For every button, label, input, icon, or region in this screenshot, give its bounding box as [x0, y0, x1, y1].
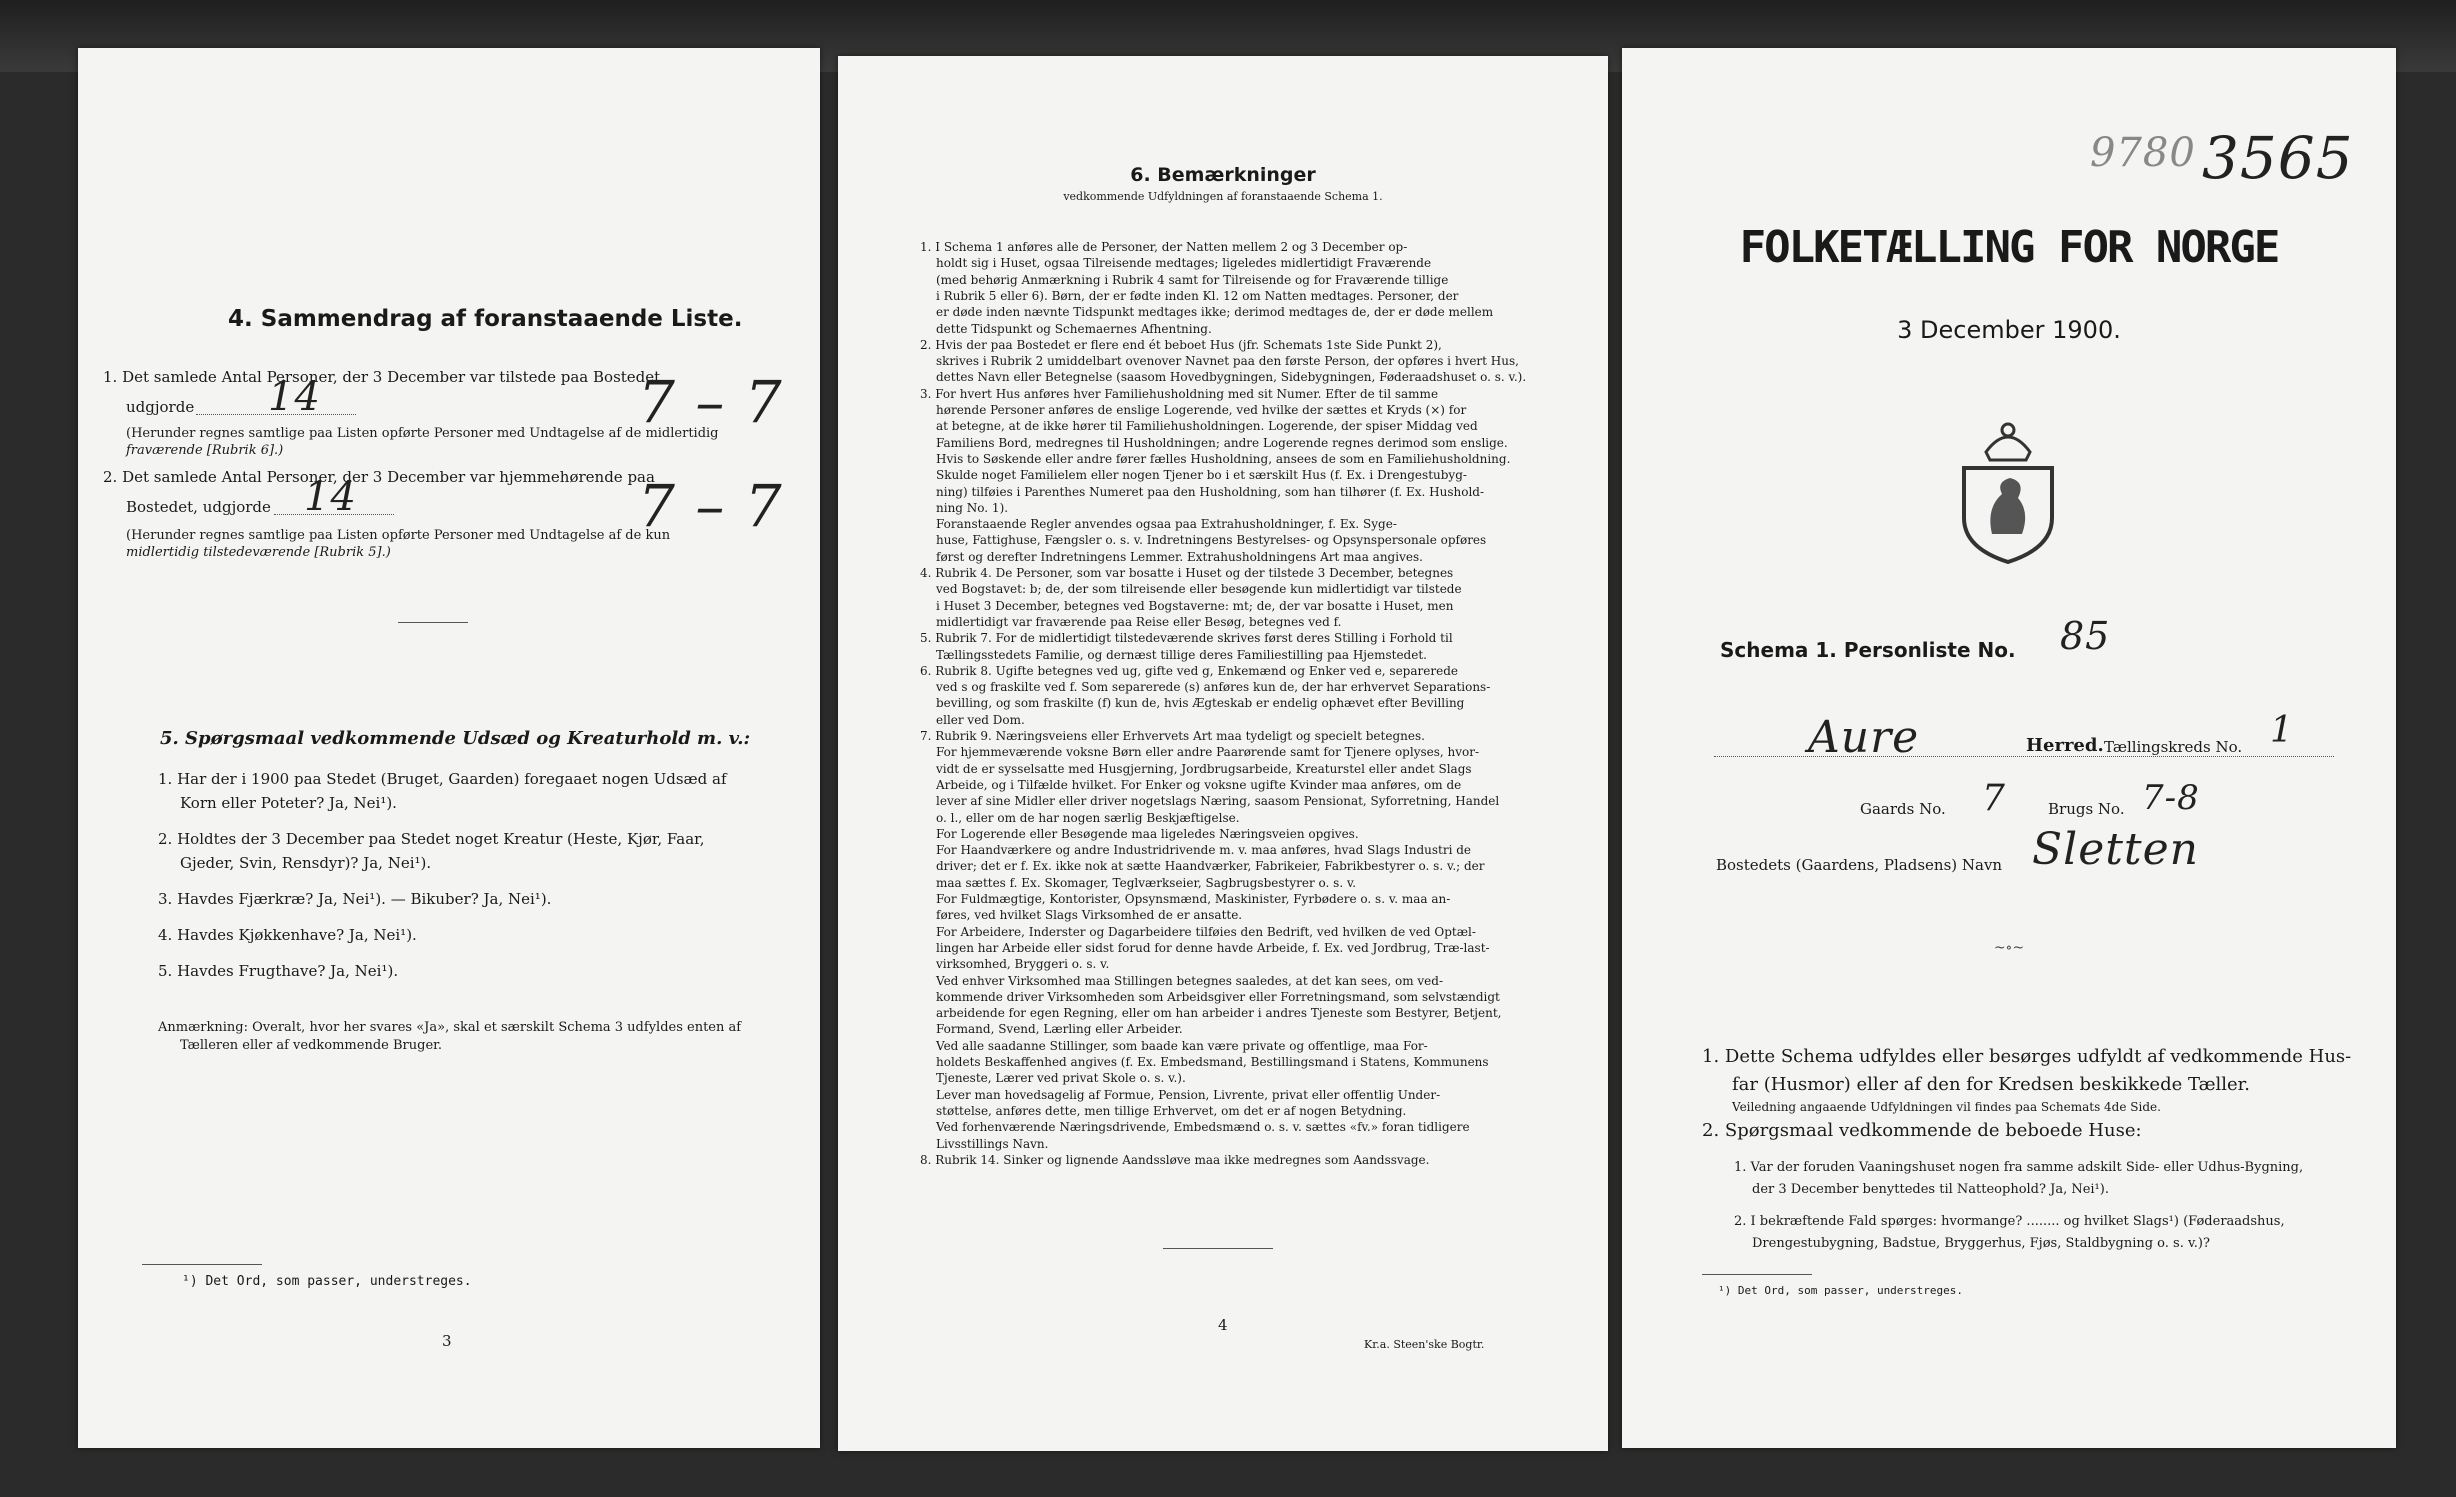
remark-line: bevilling, og som fraskilte (f) kun de, hvis Ægteskab er endelig ophævet efter Bevilling — [936, 696, 1465, 711]
question-1-line1: 1. Har der i 1900 paa Stedet (Bruget, Gaarden) foregaaet nogen Udsæd af — [158, 770, 727, 788]
main-title: FOLKETÆLLING FOR NORGE — [1739, 222, 2279, 273]
remark-line: 4. Rubrik 4. De Personer, som var bosatte i Huset og der tilstede 3 December, betegnes — [920, 566, 1454, 580]
footnote-rule — [1702, 1274, 1812, 1275]
census-date: 3 December 1900. — [1897, 316, 2121, 344]
remark-line: driver; det er f. Ex. ikke nok at sætte Haandværker, Fabrikeier, Fabrikbestyrer o. s. v.; der — [936, 859, 1485, 874]
ornament: ~∘~ — [1993, 940, 2025, 956]
house-question-1-line1: 1. Var der foruden Vaaningshuset nogen fra samme adskilt Side- eller Udhus-Bygning, — [1734, 1160, 2304, 1175]
remark-line: ved s og fraskilte ved f. Som separerede (s) anføres kun de, der har erhvervet Separations- — [936, 680, 1491, 695]
footnote: ¹) Det Ord, som passer, understreges. — [182, 1274, 472, 1289]
remark-line: For Logerende eller Besøgende maa ligeledes Næringsveien opgives. — [936, 826, 1359, 841]
item1-note-line1: (Herunder regnes samtlige paa Listen opførte Personer med Undtagelse af de midlertidig — [126, 426, 719, 441]
question-2-line1: 2. Holdtes der 3 December paa Stedet noget Kreatur (Heste, Kjør, Faar, — [158, 830, 705, 848]
kreds-value: 1 — [2270, 710, 2294, 751]
remark-line: eller ved Dom. — [936, 712, 1025, 727]
remark-line: For Fuldmægtige, Kontorister, Opsynsmænd, Maskinister, Fyrbødere o. s. v. maa an- — [936, 892, 1451, 906]
left-page — [78, 48, 820, 1448]
remark-line: hørende Personer anføres de enslige Logerende, ved hvilke der sættes et Kryds (×) for — [936, 403, 1467, 417]
remark-line: 7. Rubrik 9. Næringsveiens eller Erhvervets Art maa tydeligt og specielt betegnes. — [920, 729, 1425, 743]
right-page — [1622, 48, 2396, 1448]
remarks-title: 6. Bemærkninger — [1130, 164, 1316, 186]
remark-line: maa sættes f. Ex. Skomager, Teglværkseier, Sagbrugsbestyrer o. s. v. — [936, 875, 1357, 890]
remark-line: Formand, Svend, Lærling eller Arbeider. — [936, 1022, 1183, 1037]
footnote: ¹) Det Ord, som passer, understreges. — [1718, 1284, 1964, 1297]
remark-line: (med behørig Anmærkning i Rubrik 4 samt for Tilreisende og for Fraværende tillige — [936, 272, 1449, 287]
question-1-line2: Korn eller Poteter? Ja, Nei¹). — [180, 794, 397, 812]
remark-line: Ved forhenværende Næringsdrivende, Embedsmænd o. s. v. sættes «fv.» foran tidligere — [936, 1120, 1470, 1135]
house-question-2-line1: 2. I bekræftende Fald spørges: hvormange? ........ og hvilket Slags¹) (Føderaadshus, — [1734, 1214, 2285, 1229]
bosted-label: Bostedets (Gaardens, Pladsens) Navn — [1716, 856, 2003, 874]
remark-line: Lever man hovedsagelig af Formue, Pension, Livrente, privat eller offentlig Under- — [936, 1087, 1441, 1102]
annotation-line2: Tælleren eller af vedkommende Bruger. — [180, 1038, 443, 1053]
item1-note-line2: fraværende [Rubrik 6].) — [126, 443, 284, 458]
remark-line: For Haandværkere og andre Industridrivende m. v. maa anføres, hvad Slags Industri de — [936, 843, 1472, 858]
remark-line: Ved enhver Virksomhed maa Stillingen betegnes saaledes, at det kan sees, om ved- — [936, 973, 1444, 988]
divider-rule — [398, 622, 468, 623]
item1-line1: 1. Det samlede Antal Personer, der 3 December var tilstede paa Bostedet, — [103, 368, 665, 386]
remark-line: kommende driver Virksomheden som Arbeidsgiver eller Forretningsmand, som selvstændigt — [936, 989, 1500, 1004]
remark-line: Arbeide, og i Tilfælde hvilket. For Enker og voksne ugifte Kvinder maa anføres, om de — [936, 777, 1462, 792]
item2-hand-extra: 7 – 7 — [638, 472, 783, 540]
house-question-1-line2: der 3 December benyttedes til Natteophold? Ja, Nei¹). — [1752, 1182, 2109, 1197]
page-number: 4 — [1218, 1316, 1228, 1334]
archive-number-pencil: 9780 — [2090, 130, 2196, 176]
remark-line: ved Bogstavet: b; de, der som tilreisende eller besøgende kun midlertidigt var tilstede — [936, 582, 1462, 597]
remark-line: 2. Hvis der paa Bostedet er flere end ét beboet Hus (jfr. Schemats 1ste Side Punkt 2), — [920, 337, 1442, 352]
remark-line: o. l., eller om de har nogen særlig Beskjæftigelse. — [936, 810, 1240, 825]
remark-line: Tjeneste, Lærer ved privat Skole o. s. v.). — [936, 1071, 1186, 1086]
remark-line: i Rubrik 5 eller 6). Børn, der er fødte inden Kl. 12 om Natten medtages. Personer, der — [936, 288, 1459, 303]
remark-line: 6. Rubrik 8. Ugifte betegnes ved ug, gifte ved g, Enkemænd og Enker ved e, separerede — [920, 663, 1458, 678]
remark-line: 1. I Schema 1 anføres alle de Personer, der Natten mellem 2 og 3 December op- — [920, 240, 1408, 254]
item1-hand-extra: 7 – 7 — [638, 368, 783, 436]
schema-label: Schema 1. Personliste No. — [1720, 638, 2016, 662]
remark-line: først og derefter Indretningens Lemmer. Extrahusholdningens Art maa angives. — [936, 549, 1423, 564]
remark-line: Foranstaaende Regler anvendes ogsaa paa Extrahusholdninger, f. Ex. Syge- — [936, 517, 1397, 532]
remark-line: Familiens Bord, medregnes til Husholdningen; andre Logerende regnes derimod som enslige. — [936, 435, 1508, 450]
coat-of-arms-icon — [1956, 408, 2060, 564]
kreds-label: Tællingskreds No. — [2104, 738, 2243, 756]
page-number: 3 — [442, 1332, 452, 1350]
remark-line: støttelse, anføres dette, men tillige Erhvervet, om det er af nogen Betydning. — [936, 1103, 1407, 1118]
remark-line: i Huset 3 December, betegnes ved Bogstaverne: mt; de, der var bosatte i Huset, men — [936, 598, 1454, 613]
herred-value: Aure — [1808, 712, 1920, 763]
instruction-1-line1: 1. Dette Schema udfyldes eller besørges udfyldt af vedkommende Hus- — [1702, 1046, 2352, 1067]
printer-mark: Kr.a. Steen'ske Bogtr. — [1364, 1338, 1485, 1351]
question-2-line2: Gjeder, Svin, Rensdyr)? Ja, Nei¹). — [180, 854, 432, 872]
item1-value: 14 — [268, 374, 321, 420]
remarks-subtitle: vedkommende Udfyldningen af foranstaaende Schema 1. — [1063, 190, 1383, 203]
item2-note-line2: midlertidig tilstedeværende [Rubrik 5].) — [126, 545, 391, 560]
remark-line: dettes Navn eller Betegnelse (saasom Hovedbygningen, Sidebygningen, Føderaadshuset o. s. v.). — [936, 370, 1527, 385]
end-rule — [1163, 1248, 1273, 1249]
item2-note-line1: (Herunder regnes samtlige paa Listen opførte Personer med Undtagelse af de kun — [126, 528, 671, 543]
remark-line: ning No. 1). — [936, 500, 1009, 515]
remark-line: 5. Rubrik 7. For de midlertidigt tilstedeværende skrives først deres Stilling i Forhold til — [920, 631, 1453, 646]
section5-title: 5. Spørgsmaal vedkommende Udsæd og Kreaturhold m. v.: — [160, 728, 751, 749]
gaards-label: Gaards No. — [1860, 800, 1946, 818]
remark-line: vidt de er sysselsatte med Husgjerning, Jordbrugsarbeide, Kreaturstel eller andet Slags — [936, 761, 1472, 776]
remark-line: dette Tidspunkt og Schemaernes Afhentning. — [936, 321, 1212, 336]
item2-line1: 2. Det samlede Antal Personer, der 3 December var hjemmehørende paa — [103, 468, 655, 486]
footnote-rule — [142, 1264, 262, 1265]
remark-line: 8. Rubrik 14. Sinker og lignende Aandssløve maa ikke medregnes som Aandssvage. — [920, 1152, 1430, 1167]
bosted-value: Sletten — [2032, 824, 2199, 875]
remark-line: Skulde noget Familielem eller nogen Tjener bo i et særskilt Hus (f. Ex. i Drengestubyg- — [936, 468, 1467, 483]
item1-line2-prefix: udgjorde — [126, 398, 195, 416]
archive-number-ink: 3565 — [2202, 124, 2354, 192]
remark-line: huse, Fattighuse, Fængsler o. s. v. Indretningens Bestyrelses- og Opsynspersonale opføres — [936, 533, 1487, 548]
remark-line: er døde inden nævnte Tidspunkt medtages ikke; derimod medtages de, der er døde mellem — [936, 305, 1494, 320]
item2-line2-prefix: Bostedet, udgjorde — [126, 498, 271, 516]
remark-line: føres, ved hvilket Slags Virksomhed de er ansatte. — [936, 908, 1243, 923]
brugs-label: Brugs No. — [2048, 800, 2125, 818]
remark-line: midlertidigt var fraværende paa Reise eller Besøg, betegnes ved f. — [936, 614, 1342, 629]
annotation-line1: Anmærkning: Overalt, hvor her svares «Ja», skal et særskilt Schema 3 udfyldes enten af — [158, 1020, 742, 1035]
remark-line: Hvis to Søskende eller andre fører fælles Husholdning, ansees de som en Familiehusholdning. — [936, 451, 1511, 466]
brugs-value: 7-8 — [2142, 778, 2200, 818]
remark-line: arbeidende for egen Regning, eller om han arbeider i andres Tjeneste som Bestyrer, Betjent, — [936, 1006, 1502, 1021]
remark-line: ning) tilføies i Parenthes Numeret paa den Husholdning, som han tilhører (f. Ex. Hushold- — [936, 484, 1485, 499]
remark-line: holdt sig i Huset, ogsaa Tilreisende medtages; ligeledes midlertidigt Fraværende — [936, 256, 1432, 271]
remark-line: For Arbeidere, Inderster og Dagarbeidere tilføies den Bedrift, ved hvilken de ved Optæl- — [936, 924, 1476, 939]
remark-line: lingen har Arbeide eller sidst forud for denne havde Arbeide, f. Ex. ved Jordbrug, Træ-last- — [936, 940, 1490, 955]
question-4: 4. Havdes Kjøkkenhave? Ja, Nei¹). — [158, 926, 417, 944]
question-3: 3. Havdes Fjærkræ? Ja, Nei¹). — Bikuber? Ja, Nei¹). — [158, 890, 552, 908]
remark-line: holdets Beskaffenhed angives (f. Ex. Embedsmand, Bestillingsmand i Statens, Kommunens — [936, 1055, 1489, 1069]
remark-line: lever af sine Midler eller driver nogetslags Næring, saasom Pensionat, Syforretning, Handel — [936, 794, 1500, 809]
question-5: 5. Havdes Frugthave? Ja, Nei¹). — [158, 962, 399, 980]
instruction-1-sub: Veiledning angaaende Udfyldningen vil findes paa Schemats 4de Side. — [1732, 1100, 2161, 1114]
item2-value: 14 — [304, 474, 357, 520]
remark-line: at betegne, at de ikke hører til Familiehusholdningen. Logerende, der spiser Middag ved — [936, 419, 1478, 434]
remark-line: skrives i Rubrik 2 umiddelbart ovenover Navnet paa den første Person, der opføres i hvert Hus, — [936, 354, 1519, 369]
remark-line: Tællingsstedets Familie, og dernæst tillige deres Familiestilling paa Hjemstedet. — [936, 647, 1427, 662]
remark-line: virksomhed, Bryggeri o. s. v. — [936, 957, 1110, 972]
remark-line: Ved alle saadanne Stillinger, som baade kan være private og offentlige, maa For- — [936, 1038, 1428, 1053]
section4-title: 4. Sammendrag af foranstaaende Liste. — [228, 306, 743, 332]
instruction-2: 2. Spørgsmaal vedkommende de beboede Huse: — [1702, 1120, 2142, 1141]
instruction-1-line2: far (Husmor) eller af den for Kredsen beskikkede Tæller. — [1732, 1074, 2251, 1095]
herred-label: Herred. — [2026, 735, 2104, 756]
middle-page — [838, 56, 1608, 1451]
remark-line: 3. For hvert Hus anføres hver Familiehusholdning med sit Numer. Efter de til samme — [920, 386, 1439, 401]
remark-line: Livsstillings Navn. — [936, 1136, 1049, 1151]
gaards-value: 7 — [1982, 778, 2006, 819]
personliste-number: 85 — [2060, 614, 2111, 658]
remark-line: For hjemmeværende voksne Børn eller andre Paarørende samt for Tjenere oplyses, hvor- — [936, 745, 1480, 760]
house-question-2-line2: Drengestubygning, Badstue, Bryggerhus, Fjøs, Staldbygning o. s. v.)? — [1752, 1236, 2210, 1251]
